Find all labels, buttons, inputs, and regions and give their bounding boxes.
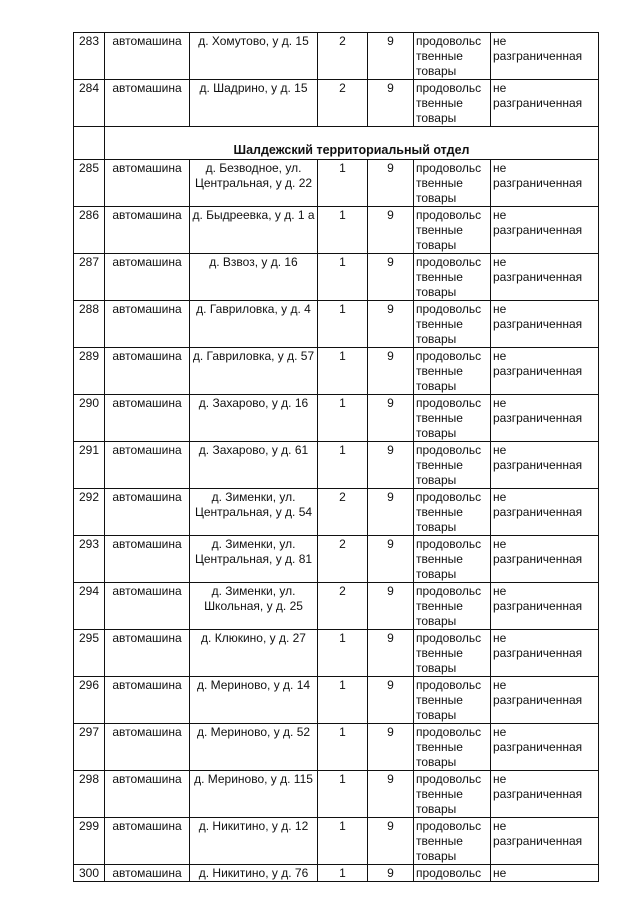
land-ownership-line: не [493, 302, 507, 316]
goods-type-line: продовольс [416, 208, 482, 222]
land-ownership-line: не [493, 584, 507, 598]
vehicle-type: автомашина [105, 160, 190, 207]
vehicle-type: автомашина [105, 536, 190, 583]
vehicle-type: автомашина [105, 348, 190, 395]
location-address: д. Зименки, ул. Центральная, у д. 81 [190, 536, 318, 583]
row-number: 297 [74, 724, 105, 771]
goods-type [414, 489, 491, 536]
row-number: 289 [74, 348, 105, 395]
land-ownership-line: не [493, 161, 507, 175]
table-row [74, 818, 599, 865]
land-ownership-line: разграниченная [493, 49, 583, 63]
places-count: 1 [318, 865, 368, 882]
location-address: д. Безводное, ул. Центральная, у д. 22 [190, 160, 318, 207]
goods-type-line: твенные [416, 693, 463, 707]
land-ownership-line: не [493, 34, 507, 48]
goods-type [414, 301, 491, 348]
goods-type-line: продовольс [416, 725, 482, 739]
land-ownership-line: разграниченная [493, 411, 583, 425]
goods-type [414, 442, 491, 489]
location-address: д. Шадрино, у д. 15 [190, 80, 318, 127]
table-body [74, 33, 599, 882]
land-ownership-line: не [493, 255, 507, 269]
land-ownership [491, 536, 599, 583]
table-row [74, 80, 599, 127]
goods-type-line: твенные [416, 646, 463, 660]
land-ownership [491, 301, 599, 348]
goods-type-line: твенные [416, 270, 463, 284]
goods-type [414, 33, 491, 80]
goods-type-line: продовольс [416, 255, 482, 269]
goods-type-line: твенные [416, 505, 463, 519]
land-ownership-line: не [493, 81, 507, 95]
row-number: 294 [74, 583, 105, 630]
places-count: 1 [318, 160, 368, 207]
term-value: 9 [368, 207, 414, 254]
table-row [74, 677, 599, 724]
goods-type-line: продовольс [416, 302, 482, 316]
land-ownership-line: не [493, 443, 507, 457]
location-address: д. Захарово, у д. 61 [190, 442, 318, 489]
vehicle-type: автомашина [105, 80, 190, 127]
land-ownership-line: не [493, 208, 507, 222]
row-number: 284 [74, 80, 105, 127]
land-ownership-line: не [493, 349, 507, 363]
land-ownership [491, 677, 599, 724]
land-ownership-line: не [493, 678, 507, 692]
table-row [74, 536, 599, 583]
goods-type-line: продовольс [416, 349, 482, 363]
vehicle-type: автомашина [105, 489, 190, 536]
row-number: 293 [74, 536, 105, 583]
goods-type-line: товары [416, 708, 457, 722]
places-count: 1 [318, 348, 368, 395]
places-count: 2 [318, 583, 368, 630]
table-row [74, 254, 599, 301]
goods-type-line: твенные [416, 96, 463, 110]
goods-type-line: товары [416, 802, 457, 816]
location-address: д. Взвоз, у д. 16 [190, 254, 318, 301]
goods-type-line: твенные [416, 49, 463, 63]
term-value: 9 [368, 254, 414, 301]
goods-type-line: продовольс [416, 678, 482, 692]
term-value: 9 [368, 489, 414, 536]
land-ownership [491, 630, 599, 677]
land-ownership-line: не [493, 772, 507, 786]
land-ownership-line: разграниченная [493, 458, 583, 472]
row-number: 288 [74, 301, 105, 348]
land-ownership-line: разграниченная [493, 317, 583, 331]
vehicle-type: автомашина [105, 442, 190, 489]
land-ownership-line: разграниченная [493, 787, 583, 801]
location-address: д. Мериново, у д. 115 [190, 771, 318, 818]
goods-type-line: товары [416, 111, 457, 125]
row-number: 295 [74, 630, 105, 677]
land-ownership [491, 207, 599, 254]
vehicle-type: автомашина [105, 33, 190, 80]
land-ownership [491, 724, 599, 771]
term-value: 9 [368, 724, 414, 771]
land-ownership [491, 33, 599, 80]
term-value: 9 [368, 395, 414, 442]
land-ownership [491, 865, 599, 882]
goods-type-line: твенные [416, 223, 463, 237]
goods-type-line: товары [416, 64, 457, 78]
goods-type [414, 160, 491, 207]
places-count: 1 [318, 442, 368, 489]
places-count: 1 [318, 818, 368, 865]
location-address: д. Клюкино, у д. 27 [190, 630, 318, 677]
goods-type-line: твенные [416, 552, 463, 566]
goods-type-line: продовольс [416, 443, 482, 457]
land-ownership [491, 489, 599, 536]
term-value: 9 [368, 348, 414, 395]
section-header-row [74, 127, 599, 160]
places-count: 2 [318, 536, 368, 583]
vehicle-type: автомашина [105, 771, 190, 818]
land-ownership [491, 395, 599, 442]
term-value: 9 [368, 33, 414, 80]
term-value: 9 [368, 80, 414, 127]
goods-type-line: продовольс [416, 584, 482, 598]
goods-type-line: твенные [416, 411, 463, 425]
land-ownership [491, 818, 599, 865]
term-value: 9 [368, 536, 414, 583]
term-value: 9 [368, 442, 414, 489]
table-row [74, 489, 599, 536]
goods-type-line: твенные [416, 458, 463, 472]
land-ownership-line: разграниченная [493, 646, 583, 660]
places-count: 1 [318, 724, 368, 771]
vehicle-type: автомашина [105, 583, 190, 630]
goods-type-line: товары [416, 520, 457, 534]
table-row [74, 724, 599, 771]
goods-type-line: товары [416, 473, 457, 487]
goods-type [414, 724, 491, 771]
goods-type-line: продовольс [416, 537, 482, 551]
section-title: Шалдежский территориальный отдел [105, 127, 599, 160]
land-ownership [491, 583, 599, 630]
table-row [74, 442, 599, 489]
row-number: 299 [74, 818, 105, 865]
goods-type [414, 395, 491, 442]
goods-type-line: товары [416, 426, 457, 440]
table-row [74, 771, 599, 818]
land-ownership-line: не [493, 819, 507, 833]
goods-type [414, 677, 491, 724]
land-ownership-line: разграниченная [493, 599, 583, 613]
land-ownership [491, 771, 599, 818]
land-ownership [491, 254, 599, 301]
land-ownership-line: разграниченная [493, 740, 583, 754]
term-value: 9 [368, 630, 414, 677]
places-count: 1 [318, 301, 368, 348]
places-count: 1 [318, 630, 368, 677]
places-count: 2 [318, 80, 368, 127]
table-row [74, 348, 599, 395]
term-value: 9 [368, 818, 414, 865]
goods-type-line: продовольс [416, 396, 482, 410]
goods-type-line: товары [416, 285, 457, 299]
goods-type [414, 254, 491, 301]
goods-type-line: твенные [416, 176, 463, 190]
vehicle-type: автомашина [105, 724, 190, 771]
goods-type-line: твенные [416, 364, 463, 378]
location-address: д. Зименки, ул. Школьная, у д. 25 [190, 583, 318, 630]
location-address: д. Гавриловка, у д. 57 [190, 348, 318, 395]
location-address: д. Хомутово, у д. 15 [190, 33, 318, 80]
table-row [74, 865, 599, 882]
row-number: 298 [74, 771, 105, 818]
table-row [74, 583, 599, 630]
land-ownership-line: разграниченная [493, 505, 583, 519]
places-count: 1 [318, 677, 368, 724]
term-value: 9 [368, 160, 414, 207]
vehicle-type: автомашина [105, 630, 190, 677]
goods-type-line: товары [416, 849, 457, 863]
location-address: д. Мериново, у д. 14 [190, 677, 318, 724]
land-ownership [491, 160, 599, 207]
goods-type-line: продовольс [416, 490, 482, 504]
vehicle-type: автомашина [105, 677, 190, 724]
goods-type [414, 865, 491, 882]
places-count: 2 [318, 489, 368, 536]
goods-type-line: твенные [416, 740, 463, 754]
goods-type-line: товары [416, 238, 457, 252]
table-row [74, 207, 599, 254]
table-row [74, 33, 599, 80]
table-row [74, 160, 599, 207]
term-value: 9 [368, 301, 414, 348]
goods-type-line: товары [416, 755, 457, 769]
goods-type-line: товары [416, 191, 457, 205]
location-address: д. Никитино, у д. 76 [190, 865, 318, 882]
goods-type-line: продовольс [416, 866, 482, 880]
row-number: 300 [74, 865, 105, 882]
land-ownership-line: не [493, 490, 507, 504]
vehicle-type: автомашина [105, 395, 190, 442]
goods-type [414, 630, 491, 677]
land-ownership-line: разграниченная [493, 834, 583, 848]
vehicle-type: автомашина [105, 818, 190, 865]
location-address: д. Быдреевка, у д. 1 а [190, 207, 318, 254]
location-address: д. Мериново, у д. 52 [190, 724, 318, 771]
row-number: 290 [74, 395, 105, 442]
trade-locations-table [73, 32, 599, 882]
row-number: 286 [74, 207, 105, 254]
goods-type [414, 771, 491, 818]
goods-type-line: твенные [416, 834, 463, 848]
places-count: 1 [318, 207, 368, 254]
goods-type [414, 536, 491, 583]
land-ownership-line: не [493, 866, 507, 880]
goods-type [414, 348, 491, 395]
location-address: д. Захарово, у д. 16 [190, 395, 318, 442]
row-number: 287 [74, 254, 105, 301]
goods-type-line: твенные [416, 787, 463, 801]
vehicle-type: автомашина [105, 254, 190, 301]
location-address: д. Зименки, ул. Центральная, у д. 54 [190, 489, 318, 536]
land-ownership-line: разграниченная [493, 364, 583, 378]
table-row [74, 395, 599, 442]
location-address: д. Гавриловка, у д. 4 [190, 301, 318, 348]
places-count: 1 [318, 395, 368, 442]
goods-type [414, 818, 491, 865]
goods-type-line: товары [416, 614, 457, 628]
goods-type-line: товары [416, 567, 457, 581]
vehicle-type: автомашина [105, 865, 190, 882]
term-value: 9 [368, 771, 414, 818]
places-count: 1 [318, 771, 368, 818]
goods-type-line: товары [416, 379, 457, 393]
land-ownership [491, 80, 599, 127]
land-ownership-line: разграниченная [493, 96, 583, 110]
goods-type-line: продовольс [416, 81, 482, 95]
land-ownership-line: не [493, 631, 507, 645]
goods-type [414, 80, 491, 127]
land-ownership-line: разграниченная [493, 223, 583, 237]
goods-type-line: продовольс [416, 34, 482, 48]
vehicle-type: автомашина [105, 301, 190, 348]
land-ownership-line: разграниченная [493, 552, 583, 566]
row-number: 296 [74, 677, 105, 724]
goods-type-line: товары [416, 332, 457, 346]
term-value: 9 [368, 865, 414, 882]
goods-type [414, 583, 491, 630]
row-number: 292 [74, 489, 105, 536]
goods-type-line: товары [416, 661, 457, 675]
goods-type-line: твенные [416, 317, 463, 331]
row-number: 291 [74, 442, 105, 489]
places-count: 1 [318, 254, 368, 301]
goods-type-line: продовольс [416, 819, 482, 833]
goods-type-line: твенные [416, 599, 463, 613]
term-value: 9 [368, 583, 414, 630]
row-number: 283 [74, 33, 105, 80]
table-row [74, 301, 599, 348]
table-row [74, 630, 599, 677]
goods-type-line: продовольс [416, 772, 482, 786]
land-ownership [491, 348, 599, 395]
location-address: д. Никитино, у д. 12 [190, 818, 318, 865]
section-number-cell [74, 127, 105, 160]
land-ownership-line: разграниченная [493, 176, 583, 190]
land-ownership [491, 442, 599, 489]
land-ownership-line: не [493, 537, 507, 551]
land-ownership-line: не [493, 396, 507, 410]
goods-type [414, 207, 491, 254]
term-value: 9 [368, 677, 414, 724]
places-count: 2 [318, 33, 368, 80]
land-ownership-line: разграниченная [493, 693, 583, 707]
goods-type-line: продовольс [416, 631, 482, 645]
row-number: 285 [74, 160, 105, 207]
land-ownership-line: разграниченная [493, 270, 583, 284]
land-ownership-line: не [493, 725, 507, 739]
vehicle-type: автомашина [105, 207, 190, 254]
goods-type-line: продовольс [416, 161, 482, 175]
